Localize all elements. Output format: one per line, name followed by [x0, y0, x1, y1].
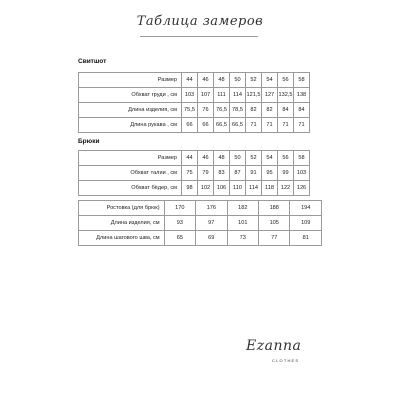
table-cell: 71 [278, 118, 294, 133]
table-cell: 102 [198, 181, 214, 196]
table-cell: 65 [164, 231, 195, 246]
table-row [79, 118, 310, 133]
table-cell: 73 [227, 231, 258, 246]
table-cell: 46 [198, 151, 214, 166]
row-label: Обхват бёдер, см [79, 181, 182, 196]
table-cell: 194 [290, 201, 322, 216]
table-cell: 132,5 [278, 88, 294, 103]
row-label: Обхват груди , см [79, 88, 182, 103]
table-row [79, 231, 322, 246]
table-row [79, 201, 322, 216]
table-cell: 79 [198, 166, 214, 181]
title-underline [140, 36, 258, 37]
table-cell: 122 [278, 181, 294, 196]
table-cell: 48 [214, 151, 230, 166]
table-cell: 76 [198, 103, 214, 118]
table-cell: 105 [259, 216, 290, 231]
table-cell: 52 [246, 73, 262, 88]
table-cell: 176 [196, 201, 227, 216]
table-cell: 48 [214, 73, 230, 88]
table-row [79, 181, 310, 196]
table-cell: 84 [278, 103, 294, 118]
row-label: Размер [79, 73, 182, 88]
table-cell: 110 [230, 181, 246, 196]
table-cell: 58 [294, 151, 310, 166]
table-cell: 78,5 [230, 103, 246, 118]
table-cell: 75 [182, 166, 198, 181]
row-label: Длина шагового шва, см [79, 231, 165, 246]
trousers-section-label: Брюки [78, 138, 100, 145]
table-cell: 71 [262, 118, 278, 133]
table-cell: 99 [278, 166, 294, 181]
table-cell: 103 [294, 166, 310, 181]
table-cell: 54 [262, 73, 278, 88]
table-cell: 46 [198, 73, 214, 88]
table-cell: 97 [196, 216, 227, 231]
table-cell: 66 [182, 118, 198, 133]
table-cell: 82 [262, 103, 278, 118]
table-cell: 118 [262, 181, 278, 196]
table-cell: 50 [230, 73, 246, 88]
table-cell: 114 [230, 88, 246, 103]
sweatshirt-section-label: Свитшот [78, 58, 107, 65]
table-cell: 84 [294, 103, 310, 118]
table-row [79, 73, 310, 88]
table-cell: 77 [259, 231, 290, 246]
table-cell: 52 [246, 151, 262, 166]
table-cell: 69 [196, 231, 227, 246]
table-row [79, 216, 322, 231]
logo-subtext: CLOTHES [272, 358, 300, 363]
table-cell: 50 [230, 151, 246, 166]
table-cell: 109 [290, 216, 322, 231]
page-title: Таблица замеров [136, 14, 264, 29]
height-table [78, 200, 322, 246]
table-cell: 138 [294, 88, 310, 103]
table-cell: 182 [227, 201, 258, 216]
table-cell: 76,5 [214, 103, 230, 118]
table-cell: 87 [230, 166, 246, 181]
table-cell: 44 [182, 73, 198, 88]
table-cell: 81 [290, 231, 322, 246]
table-cell: 188 [259, 201, 290, 216]
table-cell: 98 [182, 181, 198, 196]
logo-script-text: Ezanna [246, 338, 302, 354]
row-label: Ростовка (для брюк) [79, 201, 165, 216]
table-cell: 75,5 [182, 103, 198, 118]
table-cell: 56 [278, 73, 294, 88]
table-cell: 95 [262, 166, 278, 181]
table-cell: 106 [214, 181, 230, 196]
table-row [79, 88, 310, 103]
table-cell: 44 [182, 151, 198, 166]
row-label: Длина изделия, см [79, 216, 165, 231]
brand-logo [246, 338, 318, 378]
table-cell: 107 [198, 88, 214, 103]
row-label: Размер [79, 151, 182, 166]
table-cell: 121,5 [246, 88, 262, 103]
table-cell: 54 [262, 151, 278, 166]
table-cell: 111 [214, 88, 230, 103]
trousers-size-table [78, 150, 310, 196]
table-cell: 170 [164, 201, 195, 216]
table-cell: 58 [294, 73, 310, 88]
sweatshirt-size-table [78, 72, 310, 133]
table-cell: 91 [246, 166, 262, 181]
table-cell: 114 [246, 181, 262, 196]
table-cell: 66,5 [214, 118, 230, 133]
table-cell: 56 [278, 151, 294, 166]
table-row [79, 151, 310, 166]
table-cell: 126 [294, 181, 310, 196]
table-cell: 71 [294, 118, 310, 133]
row-label: Длина рукава , см [79, 118, 182, 133]
table-cell: 101 [227, 216, 258, 231]
table-row [79, 103, 310, 118]
size-chart-page [78, 0, 322, 400]
row-label: Обхват талии , см [79, 166, 182, 181]
table-cell: 83 [214, 166, 230, 181]
table-cell: 82 [246, 103, 262, 118]
table-cell: 93 [164, 216, 195, 231]
table-cell: 66,5 [230, 118, 246, 133]
row-label: Длина изделия, см [79, 103, 182, 118]
table-cell: 71 [246, 118, 262, 133]
table-cell: 66 [198, 118, 214, 133]
table-cell: 127 [262, 88, 278, 103]
table-row [79, 166, 310, 181]
table-cell: 103 [182, 88, 198, 103]
